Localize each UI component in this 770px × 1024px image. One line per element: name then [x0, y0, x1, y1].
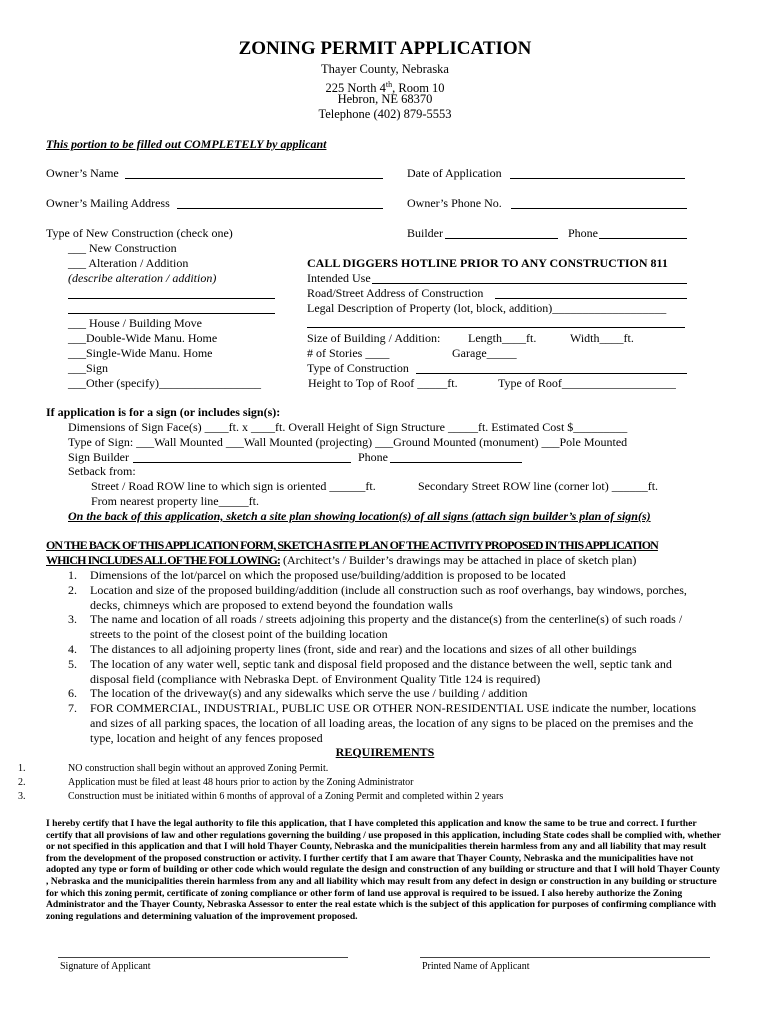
- printed-name-line[interactable]: [420, 957, 710, 958]
- signature-line[interactable]: [58, 957, 348, 958]
- owner-phone-field[interactable]: [511, 208, 687, 209]
- owner-mailing-label: Owner’s Mailing Address: [46, 196, 170, 210]
- height-roof-field[interactable]: Height to Top of Roof _____ft.: [308, 376, 458, 390]
- requirement-item: [18, 790, 718, 804]
- applicant-notice: This portion to be filled out COMPLETELY by applicant: [46, 137, 327, 151]
- site-plan-heading: ON THE BACK OF THIS APPLICATION FORM, SKETCH A SITE PLAN OF THE ACTIVITY PROPOSED IN THIS APPLICATION: [46, 538, 658, 552]
- option-alteration[interactable]: ___ Alteration / Addition: [68, 256, 189, 270]
- sign-builder-label: Sign Builder: [68, 450, 130, 464]
- stories-field[interactable]: # of Stories ____: [307, 346, 390, 360]
- sign-section-heading: If application is for a sign (or includes sign(s):: [46, 405, 281, 419]
- signature-label: Signature of Applicant: [60, 961, 151, 972]
- sketch-sign-note: On the back of this application, sketch a site plan showing location(s) of all signs (attach sign builder’s plan of sign(s): [68, 509, 651, 523]
- option-single-wide[interactable]: ___Single-Wide Manu. Home: [68, 346, 213, 360]
- diggers-hotline-notice: CALL DIGGERS HOTLINE PRIOR TO ANY CONSTRUCTION 811: [307, 256, 668, 270]
- intended-use-field[interactable]: [372, 283, 687, 284]
- alteration-description-line-1[interactable]: [68, 298, 275, 299]
- option-double-wide[interactable]: ___Double-Wide Manu. Home: [68, 331, 218, 345]
- county-name: Thayer County, Nebraska: [321, 62, 449, 76]
- site-plan-item-text: Location and size of the proposed building/addition (include all construction such as roof overhangs, bay windows, porches, decks, chimneys which are proposed to extend beyond the foundation walls: [90, 582, 687, 612]
- date-of-application-label: Date of Application: [407, 166, 502, 180]
- width-field[interactable]: Width____ft.: [570, 331, 634, 345]
- alteration-description-line-2[interactable]: [68, 313, 275, 314]
- type-construction-field[interactable]: [416, 373, 687, 374]
- requirement-item: [18, 776, 718, 790]
- intended-use-label: Intended Use: [307, 271, 371, 285]
- option-sign[interactable]: ___Sign: [68, 361, 109, 375]
- requirements-list: [18, 762, 718, 804]
- requirement-text: Construction must be initiated within 6 months of approval of a Zoning Permit and completed within 2 years: [68, 791, 504, 802]
- site-plan-item: [46, 701, 706, 745]
- legal-description-field[interactable]: [307, 327, 685, 328]
- requirement-number: 2.: [18, 777, 26, 788]
- site-plan-item-text: Dimensions of the lot/parcel on which the proposed use/building/addition is proposed to be located: [90, 568, 566, 582]
- builder-field[interactable]: [445, 238, 558, 239]
- street-row-setback[interactable]: Street / Road ROW line to which sign is oriented ______ft.: [91, 479, 376, 493]
- requirement-item: [18, 762, 718, 776]
- type-construction-label: Type of Construction: [307, 361, 409, 375]
- owner-mailing-field[interactable]: [177, 208, 383, 209]
- requirement-number: 1.: [18, 763, 26, 774]
- road-address-field[interactable]: [495, 298, 687, 299]
- sign-builder-field[interactable]: [133, 462, 351, 463]
- site-plan-item-number: 1.: [68, 568, 77, 582]
- nearest-line-setback[interactable]: From nearest property line_____ft.: [91, 494, 259, 508]
- requirement-text: NO construction shall begin without an approved Zoning Permit.: [68, 763, 329, 774]
- builder-phone-field[interactable]: [599, 238, 687, 239]
- legal-description-label: Legal Description of Property (lot, block, addition)___________________: [307, 301, 667, 315]
- option-house-move[interactable]: ___ House / Building Move: [68, 316, 202, 330]
- site-plan-item-text: The distances to all adjoining property lines (front, side and rear) and the locations and sizes of all other buildings: [90, 641, 637, 656]
- site-plan-item: [46, 612, 706, 642]
- option-new-construction[interactable]: ___ New Construction: [68, 241, 177, 255]
- site-plan-item: [46, 568, 706, 583]
- site-plan-item: [46, 583, 706, 613]
- road-address-label: Road/Street Address of Construction: [307, 286, 484, 300]
- length-field[interactable]: Length____ft.: [468, 331, 537, 345]
- sign-type-row[interactable]: Type of Sign: ___Wall Mounted ___Wall Mounted (projecting) ___Ground Mounted (monument) ___Pole Mounted: [68, 435, 628, 449]
- site-plan-item: [46, 657, 706, 687]
- sign-dimensions-row[interactable]: Dimensions of Sign Face(s) ____ft. x ____ft. Overall Height of Sign Structure _____ft. Estimated Cost $_________: [68, 420, 628, 434]
- builder-phone-label: Phone: [568, 226, 598, 240]
- site-plan-item-text: FOR COMMERCIAL, INDUSTRIAL, PUBLIC USE OR OTHER NON-RESIDENTIAL USE indicate the number, locations and sizes of all parking spaces, the location of all loading areas, the location of any signs to be placed on the premises and the type, location and height of any fences proposed: [90, 701, 697, 745]
- option-other[interactable]: ___Other (specify)_________________: [68, 376, 261, 390]
- certification-statement: I hereby certify that I have the legal authority to file this application, that I have completed this application and know the same to be true and correct. I further certify that all provisions of law and other regulations governing the building / use proposed in this application, including State codes shall be complied with, whether or not specified in this application and that I will hold Thayer County, Nebraska and the municipalities therein harmless from any and all liability that may result from the development of the proposed construction or activity. I further certify that I am aware that Thayer County, Nebraska and the municipalities have not adopted any type or form of building or other code which would regulate the design and construction of any building or structure and that I will hold Thayer County , Nebraska and the municipalities therein harmless from any and all liability which may result from any defect in design or construction in any building or structure for which this zoning permit, certificate of zoning compliance or other form of land use approval is required to be issued. I also hereby authorize the Zoning Administrator and the Thayer County, Nebraska Assessor to enter the real estate which is the subject of this application for purposes of confirming compliance with zoning regulations and determining valuation of the improvement proposed.: [46, 818, 721, 922]
- sign-builder-phone-field[interactable]: [390, 462, 522, 463]
- site-plan-item-text: The location of the driveway(s) and any sidewalks which serve the use / building / addition: [90, 686, 528, 701]
- owner-name-label: Owner’s Name: [46, 166, 119, 180]
- site-plan-item-number: 7.: [68, 701, 77, 716]
- describe-alteration-note: (describe alteration / addition): [68, 271, 217, 285]
- garage-field[interactable]: Garage_____: [452, 346, 517, 360]
- site-plan-heading-2: WHICH INCLUDES ALL OF THE FOLLOWING: (Architect’s / Builder’s drawings may be attached in place of sketch plan): [46, 553, 637, 567]
- owner-phone-label: Owner’s Phone No.: [407, 196, 502, 210]
- site-plan-item-number: 6.: [68, 686, 77, 701]
- site-plan-item: [46, 686, 706, 701]
- site-plan-item-number: 5.: [68, 656, 77, 671]
- site-plan-list: [46, 568, 706, 746]
- secondary-row-setback[interactable]: Secondary Street ROW line (corner lot) ______ft.: [418, 479, 659, 493]
- sign-builder-phone-label: Phone: [358, 450, 388, 464]
- office-city: Hebron, NE 68370: [337, 92, 433, 106]
- type-roof-field[interactable]: Type of Roof___________________: [498, 376, 676, 390]
- office-address: 225 North 4th, Room 10: [325, 80, 445, 96]
- requirement-text: Application must be filed at least 48 hours prior to action by the Zoning Administrator: [68, 777, 414, 788]
- site-plan-item-number: 3.: [68, 612, 77, 627]
- site-plan-item: [46, 642, 706, 657]
- office-phone: Telephone (402) 879-5553: [318, 107, 452, 121]
- site-plan-item-text: The location of any water well, septic tank and disposal field proposed and the distance between the well, septic tank and disposal field (compliance with Nebraska Dept. of Environment Quality Title 124 is required): [90, 656, 672, 686]
- requirement-number: 3.: [18, 791, 26, 802]
- printed-name-label: Printed Name of Applicant: [422, 961, 530, 972]
- size-building-label: Size of Building / Addition:: [307, 331, 441, 345]
- requirements-heading: REQUIREMENTS: [335, 745, 435, 759]
- owner-name-field[interactable]: [125, 178, 383, 179]
- construction-type-label: Type of New Construction (check one): [46, 226, 233, 240]
- site-plan-item-text: The name and location of all roads / streets adjoining this property and the distance(s) from the centerline(s) of such roads / streets to the point of the closest point of the building location: [90, 612, 683, 642]
- setback-label: Setback from:: [68, 464, 136, 478]
- site-plan-item-number: 2.: [68, 582, 77, 597]
- builder-label: Builder: [407, 226, 443, 240]
- site-plan-item-number: 4.: [68, 641, 77, 656]
- date-of-application-field[interactable]: [510, 178, 685, 179]
- form-title: ZONING PERMIT APPLICATION: [238, 38, 532, 59]
